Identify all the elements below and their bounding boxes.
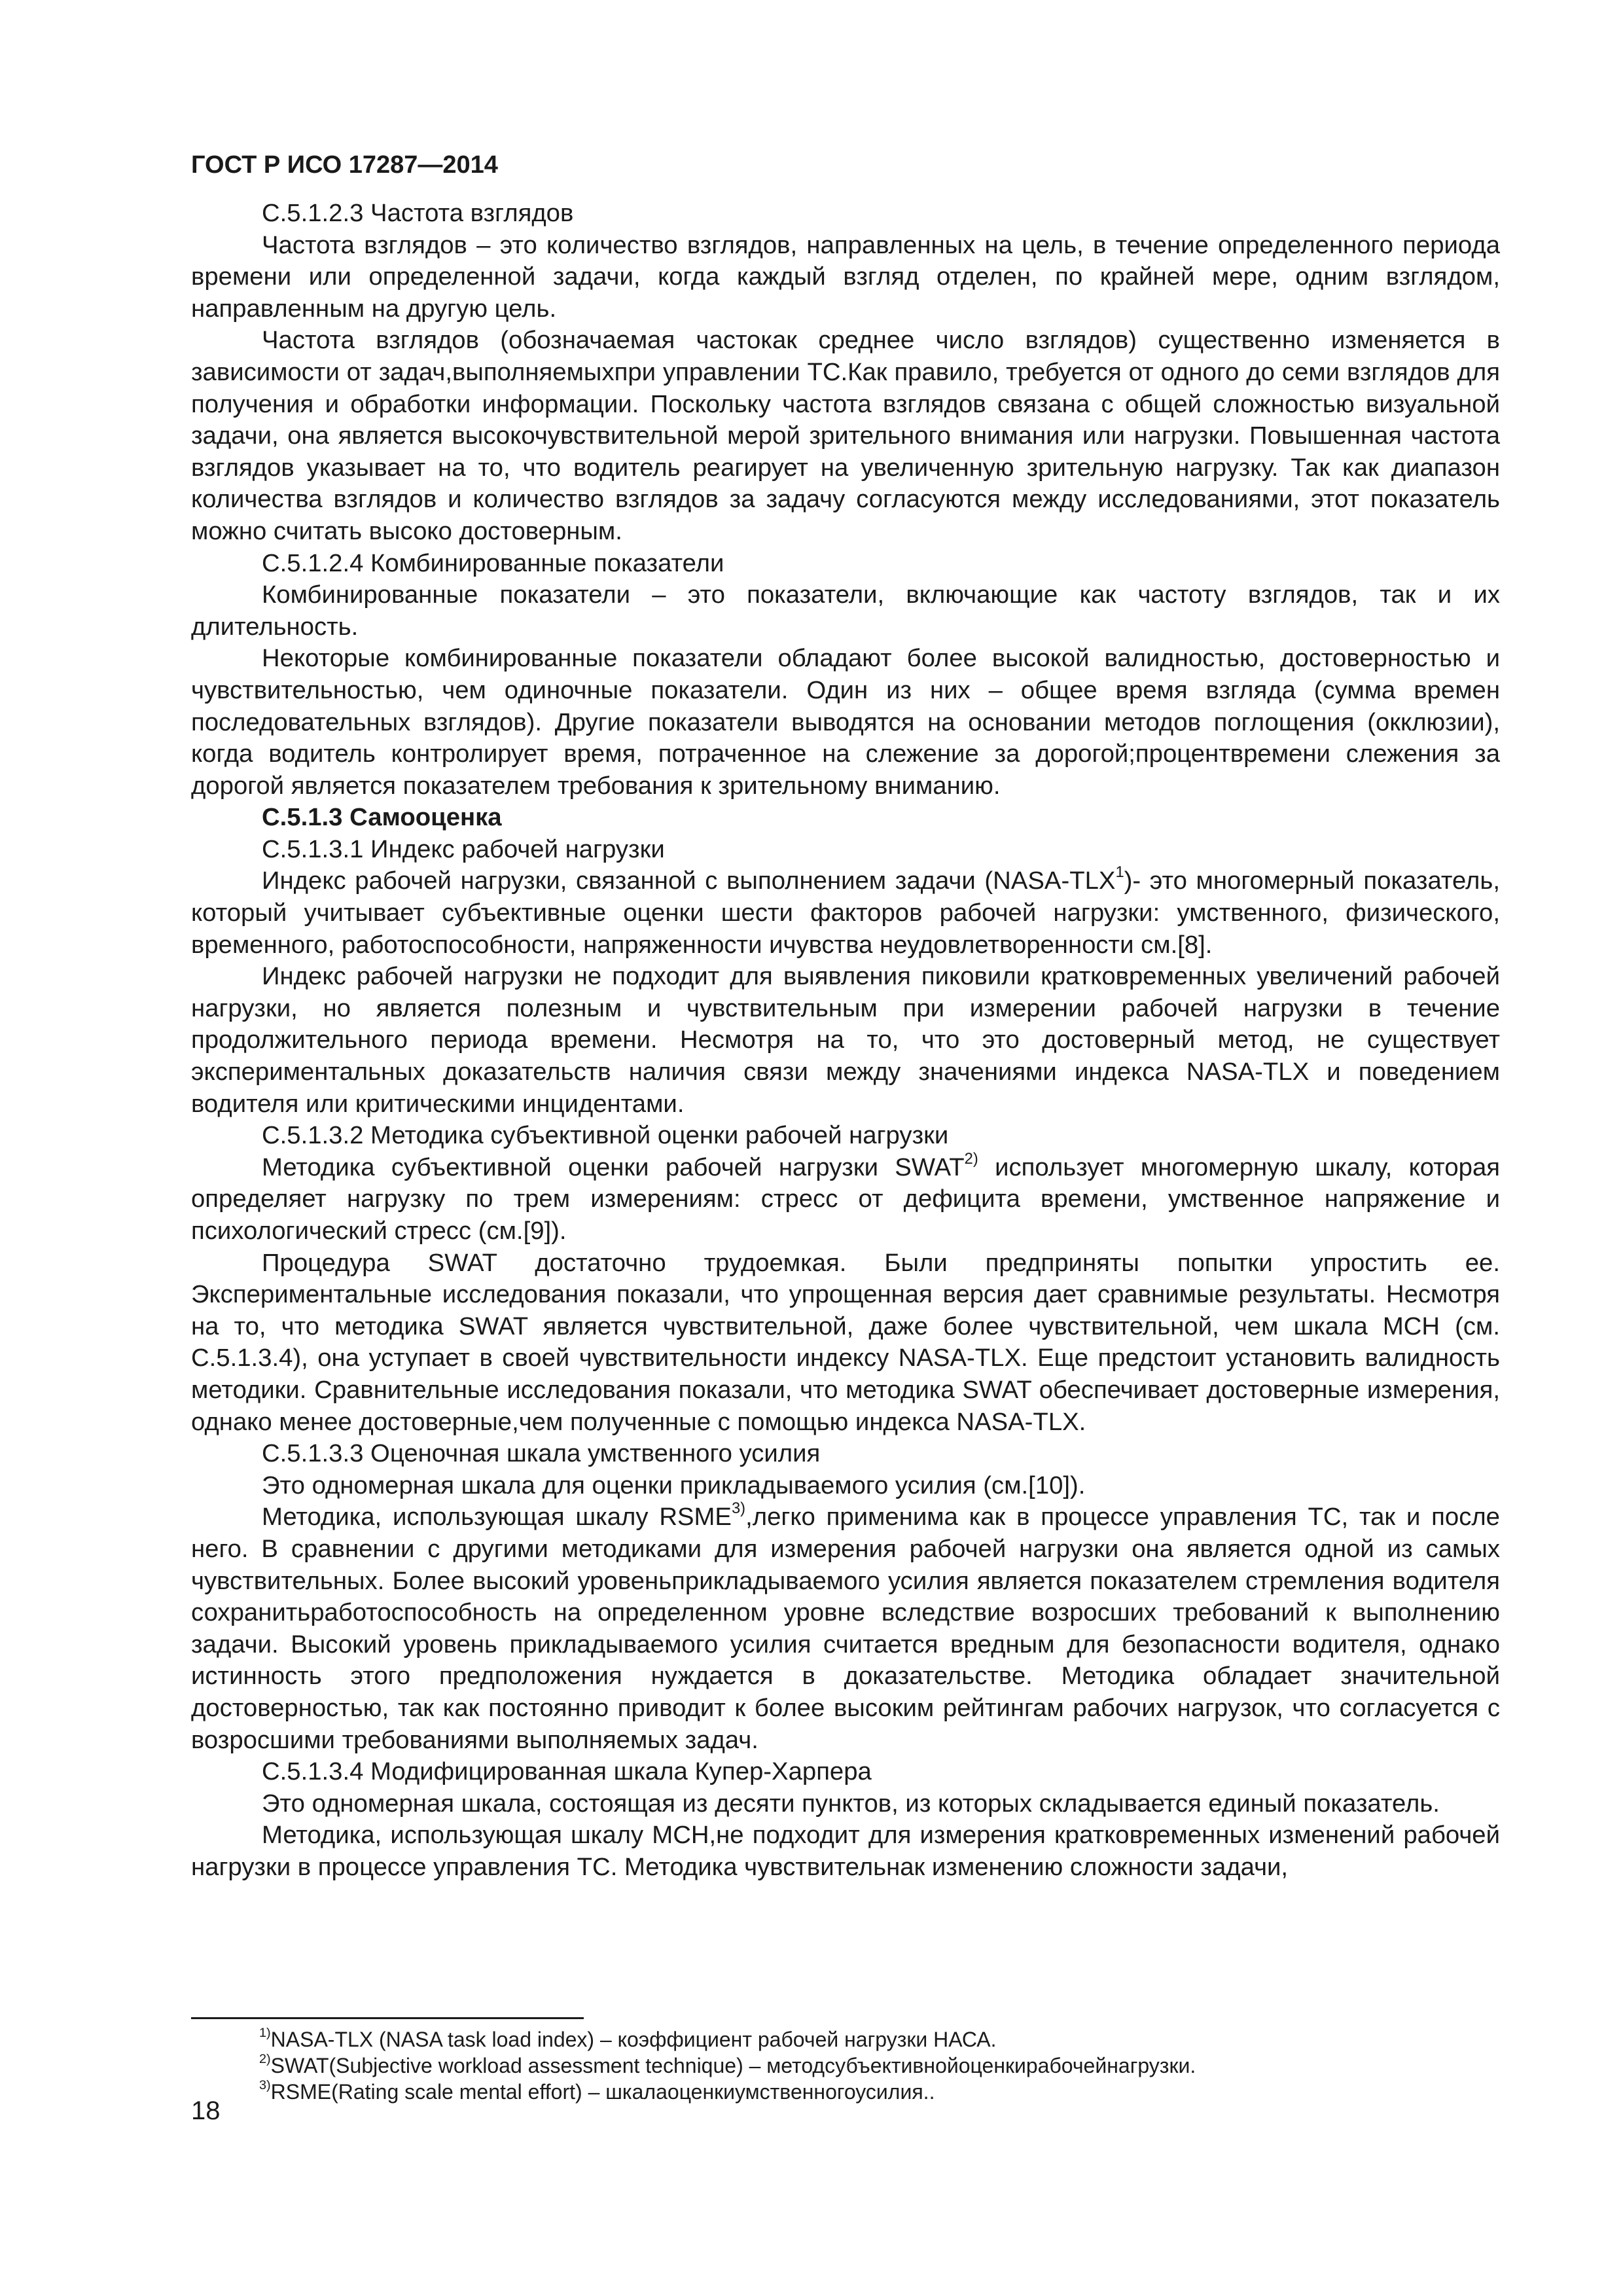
footnote-divider	[191, 2017, 584, 2019]
paragraph-text: использует многомерную шкалу, которая определяет нагрузку по трем измерениям: стресс от дефицита времени, умственное напряжение и психологический стресс (см.[9]).	[191, 1153, 1500, 1245]
paragraph: Частота взглядов (обозначаемая частокак среднее число взглядов) существенно изменяется в зависимости от задач,выполняемыхпри управлении ТС.Как правило, требуется от одного до семи взглядов для получения и обработки информации. Поскольку частота взглядов связана с общей сложностью визуальной задачи, она является высокочувствительной мерой зрительного внимания или нагрузки. Повышенная частота взглядов указывает на то, что водитель реагирует на увеличенную зрительную нагрузку. Так как диапазон количества взглядов и количество взглядов за задачу согласуются между исследованиями, этот показатель можно считать высоко достоверным.	[191, 326, 1500, 545]
paragraph-text: Индекс рабочей нагрузки, связанной с выполнением задачи (NASA-TLX	[262, 867, 1116, 895]
paragraph: Индекс рабочей нагрузки не подходит для выявления пиковили кратковременных увеличений рабочей нагрузки, но является полезным и чувствительным при измерении рабочей нагрузки в течение продолжительного периода времени. Несмотря на то, что это достоверный метод, не существует экспериментальных доказательств наличия связи между значениями индекса NASA-TLX и поведением водителя или критическими инцидентами.	[191, 962, 1500, 1118]
document-header: ГОСТ Р ИСО 17287—2014	[191, 151, 498, 179]
paragraph: С.5.1.3 Самооценка	[262, 803, 502, 832]
paragraph: С.5.1.3.1 Индекс рабочей нагрузки	[262, 834, 665, 863]
paragraph: С.5.1.2.3 Частота взглядов	[262, 199, 574, 227]
footnote-reference: 2)	[964, 1151, 978, 1168]
footnote	[259, 2053, 1196, 2079]
paragraph: Некоторые комбинированные показатели обладают более высокой валидностью, достоверностью и чувствительностью, чем одиночные показатели. Один из них – общее время взгляда (сумма времен последовательных взглядов). Другие показатели выводятся на основании методов поглощения (окклюзии), когда водитель контролирует время, потраченное на слежение за дорогой;процентвремени слежения за дорогой является показателем требования к зрительному вниманию.	[191, 644, 1500, 800]
body-text	[191, 198, 1500, 1883]
footnote-text: SWAT(Subjective workload assessment technique) – методсубъективнойоценкирабочейнагрузки.	[270, 2054, 1196, 2077]
footnote-text: RSME(Rating scale mental effort) – шкалаоценкиумственногоусилия..	[270, 2080, 935, 2104]
footnote	[259, 2026, 1196, 2053]
footnote	[259, 2079, 1196, 2105]
footnote-reference: 3)	[731, 1500, 746, 1518]
paragraph: Методика, использующая шкалу МСН,не подходит для измерения кратковременных изменений рабочей нагрузки в процессе управления ТС. Методика чувствительнак изменению сложности задачи,	[191, 1821, 1500, 1881]
paragraph: С.5.1.3.4 Модифицированная шкала Купер-Харпера	[262, 1757, 872, 1786]
paragraph: С.5.1.3.2 Методика субъективной оценки рабочей нагрузки	[262, 1121, 949, 1150]
paragraph-text: Методика, использующая шкалу RSME	[262, 1503, 732, 1532]
page-number: 18	[191, 2096, 221, 2125]
paragraph-text: ,легко применима как в процессе управления ТС, так и после него. В сравнении с другими методиками для измерения рабочей нагрузки она является одной из самых чувствительных. Более высокий уровеньприкладываемого усилия является показателем стремления водителя сохранитьработоспособность на определенном уровне вследствие возросших требований к выполнению задачи. Высокий уровень прикладываемого усилия считается вредным для безопасности водителя, однако истинность этого предположения нуждается в доказательстве. Методика обладает значительной достоверностью, так как постоянно приводит к более высоким рейтингам рабочих нагрузок, что согласуется с возросшими требованиями выполняемых задач.	[191, 1503, 1500, 1754]
paragraph-text: )- это многомерный показатель, который учитывает субъективные оценки шести факторов рабочей нагрузки: умственного, физического, временного, работоспособности, напряженности ичувства неудовлетворенности см.[8].	[191, 867, 1500, 959]
footnote-text: NASA-TLX (NASA task load index) – коэффициент рабочей нагрузки НАСА.	[270, 2028, 997, 2051]
paragraph: Это одномерная шкала, состоящая из десяти пунктов, из которых складывается единый показатель.	[262, 1789, 1440, 1818]
paragraph	[191, 865, 1500, 961]
footnotes	[259, 2026, 1196, 2105]
paragraph: Частота взглядов – это количество взглядов, направленных на цель, в течение определенного периода времени или определенной задачи, когда каждый взгляд отделен, по крайней мере, одним взглядом, направленным на другую цель.	[191, 230, 1500, 323]
paragraph	[191, 1501, 1500, 1756]
footnote-reference: 1	[1115, 864, 1124, 882]
footnote-mark: 1)	[259, 2026, 271, 2041]
paragraph: С.5.1.3.3 Оценочная шкала умственного усилия	[262, 1439, 821, 1468]
paragraph: Это одномерная шкала для оценки прикладываемого усилия (см.[10]).	[262, 1471, 1086, 1499]
paragraph: Процедура SWAT достаточно трудоемкая. Были предприняты попытки упростить ее. Экспериментальные исследования показали, что упрощенная версия дает сравнимые результаты. Несмотря на то, что методика SWAT является чувствительной, даже более чувствительной, чем шкала МСН (см. С.5.1.3.4), она уступает в своей чувствительности индексу NASA-TLX. Еще предстоит установить валидность методики. Сравнительные исследования показали, что методика SWAT обеспечивает достоверные измерения, однако менее достоверные,чем полученные с помощью индекса NASA-TLX.	[191, 1248, 1500, 1436]
paragraph: С.5.1.2.4 Комбинированные показатели	[262, 548, 724, 577]
footnote-mark: 2)	[259, 2052, 271, 2067]
paragraph: Комбинированные показатели – это показатели, включающие как частоту взглядов, так и их длительность.	[191, 581, 1500, 641]
footnote-mark: 3)	[259, 2078, 271, 2093]
paragraph-text: Методика субъективной оценки рабочей нагрузки SWAT	[262, 1153, 965, 1181]
paragraph	[191, 1152, 1500, 1247]
